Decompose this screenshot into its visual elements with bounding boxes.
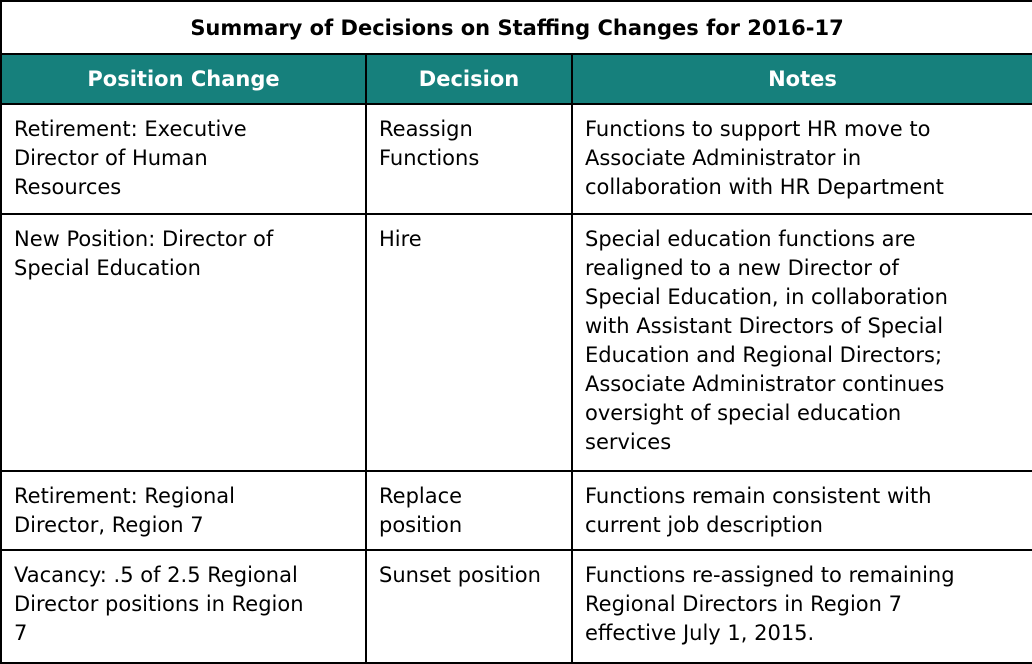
header-position-change: Position Change xyxy=(1,54,366,104)
decision-text-line: Functions xyxy=(379,146,480,171)
decision-cell xyxy=(366,214,572,472)
notes-text-line: realigned to a new Director of xyxy=(585,255,899,280)
position-cell xyxy=(1,214,366,472)
notes-text-line: with Assistant Directors of Special xyxy=(585,313,944,338)
notes-text-line: effective July 1, 2015. xyxy=(585,620,815,645)
notes-cell xyxy=(572,471,1032,549)
notes-text-line: collaboration with HR Department xyxy=(585,175,944,200)
title-row xyxy=(1,1,1032,54)
header-notes: Notes xyxy=(572,54,1032,104)
decision-text-line: Replace xyxy=(379,484,463,509)
decision-text-line: Sunset position xyxy=(379,562,541,587)
position-text-line: Resources xyxy=(14,175,122,200)
notes-text-line: Education and Regional Directors; xyxy=(585,342,943,367)
notes-text-line: oversight of special education xyxy=(585,400,902,425)
position-text-line: Director, Region 7 xyxy=(14,513,204,538)
notes-text-line: Special Education, in collaboration xyxy=(585,284,948,309)
notes-cell xyxy=(572,550,1032,663)
notes-text-line: Functions re-assigned to remaining xyxy=(585,562,955,587)
notes-text-line: Functions remain consistent with xyxy=(585,484,932,509)
notes-text-line: services xyxy=(585,429,672,454)
notes-text-line: Special education functions are xyxy=(585,226,916,251)
table-body xyxy=(1,104,1032,663)
table-row xyxy=(1,471,1032,549)
position-cell xyxy=(1,471,366,549)
table-row xyxy=(1,104,1032,213)
position-text-line: Special Education xyxy=(14,255,201,280)
position-text-line: Retirement: Executive xyxy=(14,117,247,142)
table-title: Summary of Decisions on Staffing Changes for 2016-17 xyxy=(1,1,1032,54)
notes-cell xyxy=(572,104,1032,213)
position-cell xyxy=(1,550,366,663)
decision-cell xyxy=(366,550,572,663)
header-decision: Decision xyxy=(366,54,572,104)
position-text-line: New Position: Director of xyxy=(14,226,274,251)
notes-text-line: Regional Directors in Region 7 xyxy=(585,591,902,616)
position-text-line: Vacancy: .5 of 2.5 Regional xyxy=(14,562,298,587)
notes-text-line: Associate Administrator in xyxy=(585,146,862,171)
notes-text-line: Associate Administrator continues xyxy=(585,371,945,396)
decision-text-line: position xyxy=(379,513,463,538)
table-row xyxy=(1,550,1032,663)
position-text-line: Retirement: Regional xyxy=(14,484,235,509)
decision-cell xyxy=(366,471,572,549)
position-text-line: Director positions in Region xyxy=(14,591,304,616)
notes-text-line: current job description xyxy=(585,513,823,538)
position-cell xyxy=(1,104,366,213)
decision-text-line: Hire xyxy=(379,226,422,251)
notes-cell xyxy=(572,214,1032,472)
decision-cell xyxy=(366,104,572,213)
header-row xyxy=(1,54,1032,104)
notes-text-line: Functions to support HR move to xyxy=(585,117,931,142)
position-text-line: Director of Human xyxy=(14,146,208,171)
decision-text-line: Reassign xyxy=(379,117,473,142)
table-row xyxy=(1,214,1032,472)
position-text-line: 7 xyxy=(14,620,28,645)
